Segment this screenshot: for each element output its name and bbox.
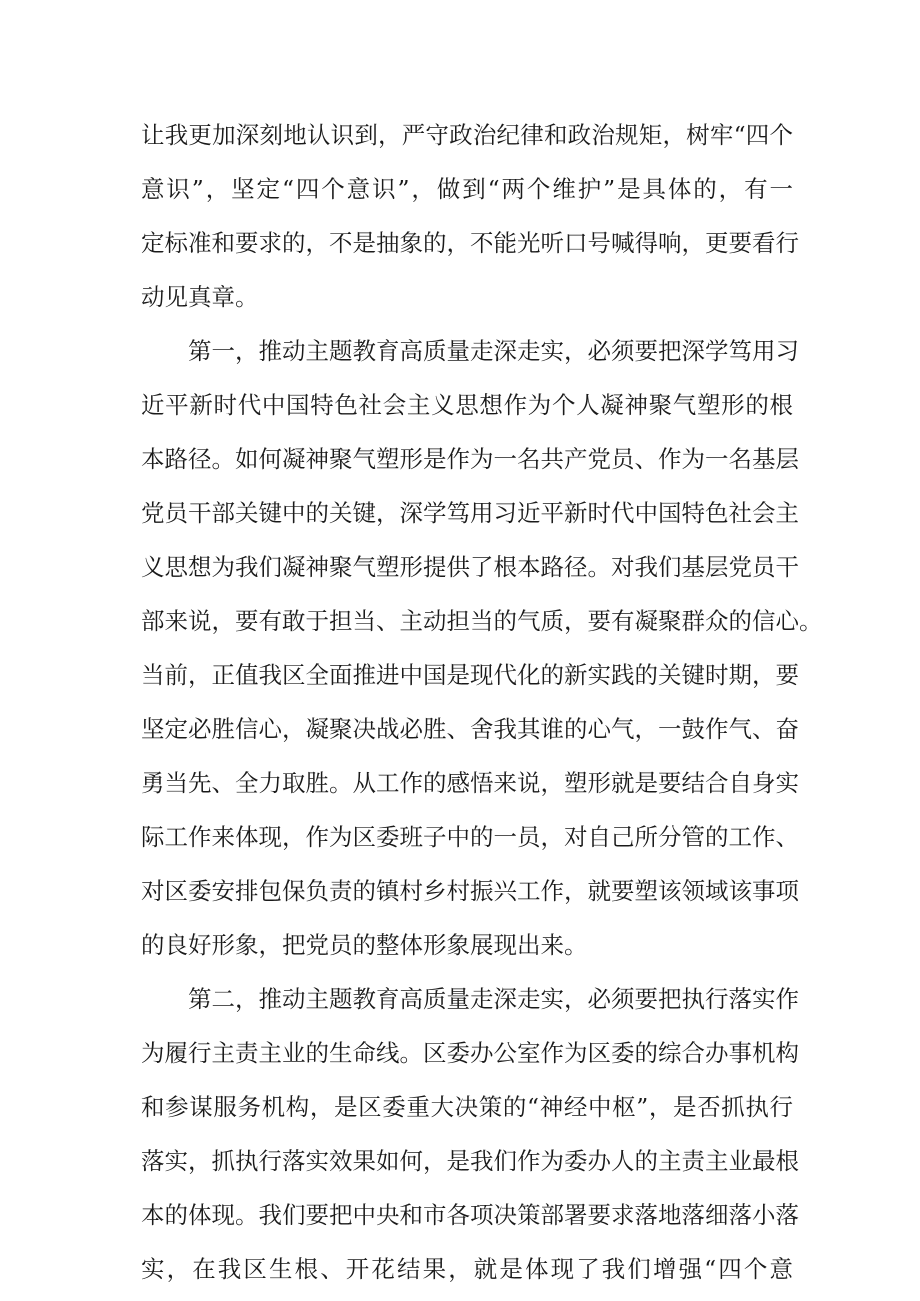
text-line: 落实，抓执行落实效果如何，是我们作为委办人的主责主业最根 [141,1147,799,1175]
text-line: 定标准和要求的，不是抽象的，不能光听口号喊得响，更要看行 [141,229,799,257]
text-line: 让我更加深刻地认识到，严守政治纪律和政治规矩，树牢“四个 [141,121,793,149]
text-line: 近平新时代中国特色社会主义思想作为个人凝神聚气塑形的根 [141,391,793,419]
text-line: 对区委安排包保负责的镇村乡村振兴工作，就要塑该领域该事项 [141,877,799,905]
text-line: 义思想为我们凝神聚气塑形提供了根本路径。对我们基层党员干 [141,553,799,581]
paragraph-first-line: 第一，推动主题教育高质量走深走实，必须要把深学笃用习 [188,337,799,365]
text-line: 实，在我区生根、开花结果，就是体现了我们增强“四个意 [141,1255,793,1283]
text-line: 本路径。如何凝神聚气塑形是作为一名共产党员、作为一名基层 [141,445,799,473]
document-body [141,108,823,1296]
text-line: 党员干部关键中的关键，深学笃用习近平新时代中国特色社会主 [141,499,799,527]
text-line: 为履行主责主业的生命线。区委办公室作为区委的综合办事机构 [141,1039,799,1067]
text-line: 的良好形象，把党员的整体形象展现出来。 [141,931,588,959]
text-line: 当前，正值我区全面推进中国是现代化的新实践的关键时期，要 [141,661,799,689]
text-line: 际工作来体现，作为区委班子中的一员，对自己所分管的工作、 [141,823,799,851]
text-line: 和参谋服务机构，是区委重大决策的“神经中枢”，是否抓执行 [141,1093,793,1121]
text-line: 坚定必胜信心，凝聚决战必胜、舍我其谁的心气，一鼓作气、奋 [141,715,799,743]
text-line: 勇当先、全力取胜。从工作的感悟来说，塑形就是要结合自身实 [141,769,799,797]
text-line: 动见真章。 [141,283,259,311]
text-line: 部来说，要有敢于担当、主动担当的气质，要有凝聚群众的信心。 [141,607,823,635]
text-line: 意识”，坚定“四个意识”，做到“两个维护”是具体的，有一 [141,175,793,203]
text-line: 本的体现。我们要把中央和市各项决策部署要求落地落细落小落 [141,1201,799,1229]
paragraph-first-line: 第二，推动主题教育高质量走深走实，必须要把执行落实作 [188,985,799,1013]
